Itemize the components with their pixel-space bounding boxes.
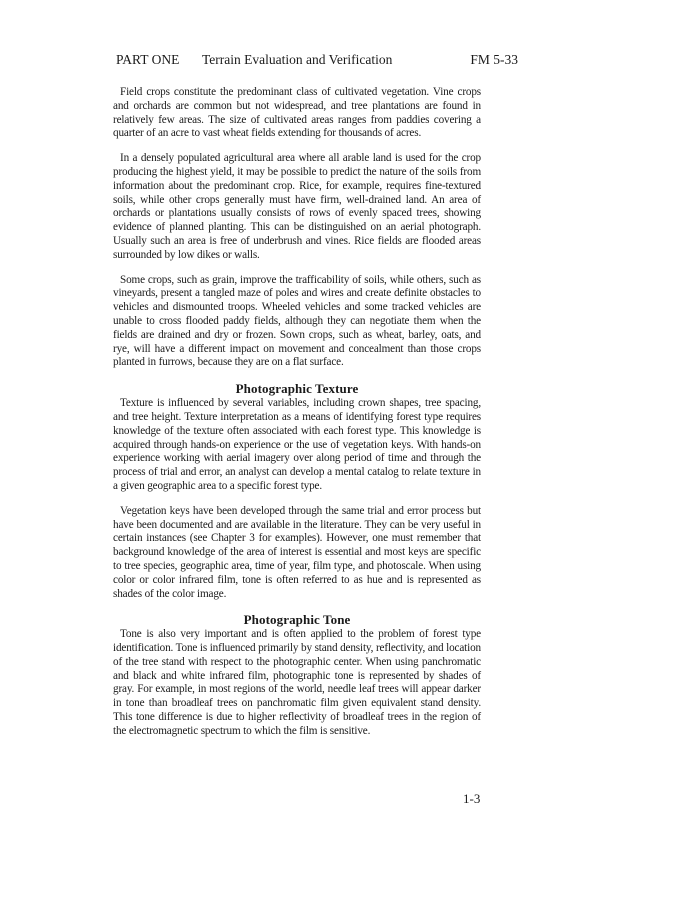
- header-part: PART ONE: [116, 52, 180, 67]
- paragraph-field-crops: Field crops constitute the predominant class of cultivated vegetation. Vine crops and orchards are common but not widespread, and tree plantations are found in relatively few areas. The size of cultivated areas ranges from paddies covering a quarter of an acre to vast wheat fields extending for thousands of acres.: [113, 86, 481, 140]
- header-title: Terrain Evaluation and Verification: [202, 52, 393, 67]
- heading-photographic-tone: Photographic Tone: [243, 612, 351, 628]
- heading-photographic-texture: Photographic Texture: [235, 381, 359, 397]
- paragraph-agricultural-area: In a densely populated agricultural area where all arable land is used for the crop producing the highest yield, it may be possible to predict the nature of the soils from information about the predominant crop. Rice, for example, requires fine-textured soils, while other crops generally must have firm, well-drained land. An area of orchards or plantations usually consists of rows of evenly spaced trees, showing evidence of planned planting. This can be distinguished on an aerial photograph. Usually such an area is free of underbrush and vines. Rice fields are flooded areas surrounded by low dikes or walls.: [113, 152, 481, 261]
- body-text: [113, 86, 481, 750]
- header-manual-number: FM 5-33: [470, 52, 518, 67]
- paragraph-texture: Texture is influenced by several variables, including crown shapes, tree spacing, and tree height. Texture interpretation as a means of identifying forest type requires knowledge of the texture often associated with each forest type. This knowledge is acquired through hands-on experience or the use of vegetation keys. With hands-on experience working with aerial imagery over along period of time and through the process of trial and error, an analyst can develop a mental catalog to relate texture in a given geographic area to a specific forest type.: [113, 397, 481, 492]
- paragraph-tone: Tone is also very important and is often applied to the problem of forest type identification. Tone is influenced primarily by stand density, reflectivity, and location of the tree stand with respect to the photographic center. When using panchromatic and black and white infrared film, photographic tone is represented by shades of gray. For example, in most regions of the world, needle leaf trees will appear darker in tone than broadleaf trees on panchromatic film given equivalent stand density. This tone difference is due to higher reflectivity of broadleaf trees in the region of the electromagnetic spectrum to which the film is sensitive.: [113, 628, 481, 737]
- page-number: 1-3: [463, 791, 481, 806]
- paragraph-trafficability: Some crops, such as grain, improve the trafficability of soils, while others, such as vineyards, present a tangled maze of poles and wires and create definite obstacles to vehicles and dismounted troops. Wheeled vehicles and some tracked vehicles are unable to cross flooded paddy fields, although they can negotiate them when the fields are drained and dry or frozen. Sown crops, such as wheat, barley, oats, and rye, will have a different impact on movement and concealment than those crops planted in furrows, because they are on a flat surface.: [113, 273, 481, 369]
- paragraph-vegetation-keys: Vegetation keys have been developed through the same trial and error process but have been documented and are available in the literature. They can be very useful in certain instances (see Chapter 3 for examples). However, one must remember that background knowledge of the area of interest is essential and most keys are specific to tree species, geographic area, time of year, film type, and photoscale. When using color or color infrared film, tone is often referred to as hue and is represented as shades of the color image.: [113, 504, 481, 600]
